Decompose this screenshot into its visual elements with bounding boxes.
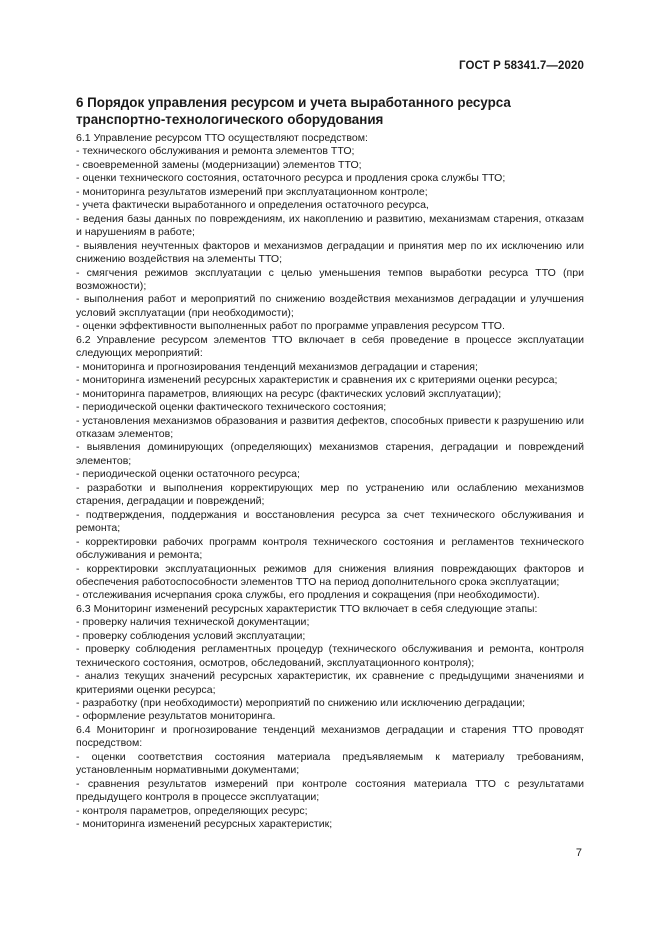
section-body [76,132,584,832]
paragraph: 6.4 Мониторинг и прогнозирование тенденций механизмов деградации и старения ТТО проводят посредством: [76,723,584,750]
list-item: - оценки эффективности выполненных работ по программе управления ресурсом ТТО. [76,320,505,333]
list-item: - проверку соблюдения условий эксплуатации; [76,629,306,642]
list-item: - корректировки рабочих программ контроля технического состояния и регламентов технического обслуживания и ремонта; [76,535,584,562]
list-item: - мониторинга изменений ресурсных характеристик и сравнения их с критериями оценки ресурса; [76,374,558,387]
list-item: - подтверждения, поддержания и восстановления ресурса за счет технического обслуживания и ремонта; [76,508,584,535]
list-item: - ведения базы данных по повреждениям, их накоплению и развитию, механизмам старения, отказам и нарушениям в работе; [76,212,584,239]
list-item: - проверку наличия технической документации; [76,616,310,629]
list-item: - оформление результатов мониторинга. [76,710,276,723]
list-item: - контроля параметров, определяющих ресурс; [76,804,308,817]
list-item: - выполнения работ и мероприятий по снижению воздействия механизмов деградации и улучшения условий эксплуатации (при необходимости); [76,293,584,319]
list-item: - установления механизмов образования и развития дефектов, способных привести к разрушению или отказам элементов; [76,414,584,440]
list-item: - оценки соответствия состояния материала предъявляемым к материалу требованиям, установленным нормативными документами; [76,750,584,777]
list-item: - выявления доминирующих (определяющих) механизмов старения, деградации и повреждений элементов; [76,441,584,467]
list-item: - мониторинга изменений ресурсных характеристик; [76,818,333,831]
section-title: 6 Порядок управления ресурсом и учета выработанного ресурса транспортно-технологического оборудования [76,95,511,127]
page-number: 7 [575,847,582,859]
document-code: ГОСТ Р 58341.7—2020 [459,60,584,72]
list-item: - мониторинга параметров, влияющих на ресурс (фактических условий эксплуатации); [76,387,502,400]
list-item: - сравнения результатов измерений при контроле состояния материала ТТО с результатами предыдущего контроля в процессе эксплуатации; [76,777,584,804]
list-item: - выявления неучтенных факторов и механизмов деградации и принятия мер по их исключению или снижению воздействия на элементы ТТО; [76,239,584,266]
list-item: - периодической оценки фактического технического состояния; [76,401,387,414]
list-item: - отслеживания исчерпания срока службы, его продления и сокращения (при необходимости). [76,589,540,602]
list-item: - корректировки эксплуатационных режимов для снижения влияния повреждающих факторов и обеспечения работоспособности элементов ТТО на период дополнительного срока эксплуатации; [76,562,584,588]
list-item: - разработки и выполнения корректирующих мер по устранению или ослаблению механизмов старения, деградации и повреждений; [76,481,584,508]
list-item: - периодической оценки остаточного ресурса; [76,468,300,481]
paragraph: 6.2 Управление ресурсом элементов ТТО включает в себя проведение в процессе эксплуатации следующих мероприятий: [76,333,584,360]
list-item: - своевременной замены (модернизации) элементов ТТО; [76,158,362,171]
paragraph: 6.1 Управление ресурсом ТТО осуществляют посредством: [76,132,368,144]
paragraph: 6.3 Мониторинг изменений ресурсных характеристик ТТО включает в себя следующие этапы: [76,602,538,615]
list-item: - учета фактически выработанного и определения остаточного ресурса, [76,199,429,212]
list-item: - проверку соблюдения регламентных процедур (технического обслуживания и ремонта, контроля технического состояния, осмотров, обследований, эксплуатационного контроля); [76,643,584,669]
list-item: - анализ текущих значений ресурсных характеристик, их сравнение с предыдущими значениями и критериями оценки ресурса; [76,670,584,696]
list-item: - разработку (при необходимости) мероприятий по снижению или исключению деградации; [76,697,526,710]
list-item: - оценки технического состояния, остаточного ресурса и продления срока службы ТТО; [76,172,506,185]
list-item: - смягчения режимов эксплуатации с целью уменьшения темпов выработки ресурса ТТО (при возможности); [76,266,584,292]
list-item: - технического обслуживания и ремонта элементов ТТО; [76,145,355,158]
list-item: - мониторинга и прогнозирования тенденций механизмов деградации и старения; [76,360,478,373]
list-item: - мониторинга результатов измерений при эксплуатационном контроле; [76,185,428,198]
